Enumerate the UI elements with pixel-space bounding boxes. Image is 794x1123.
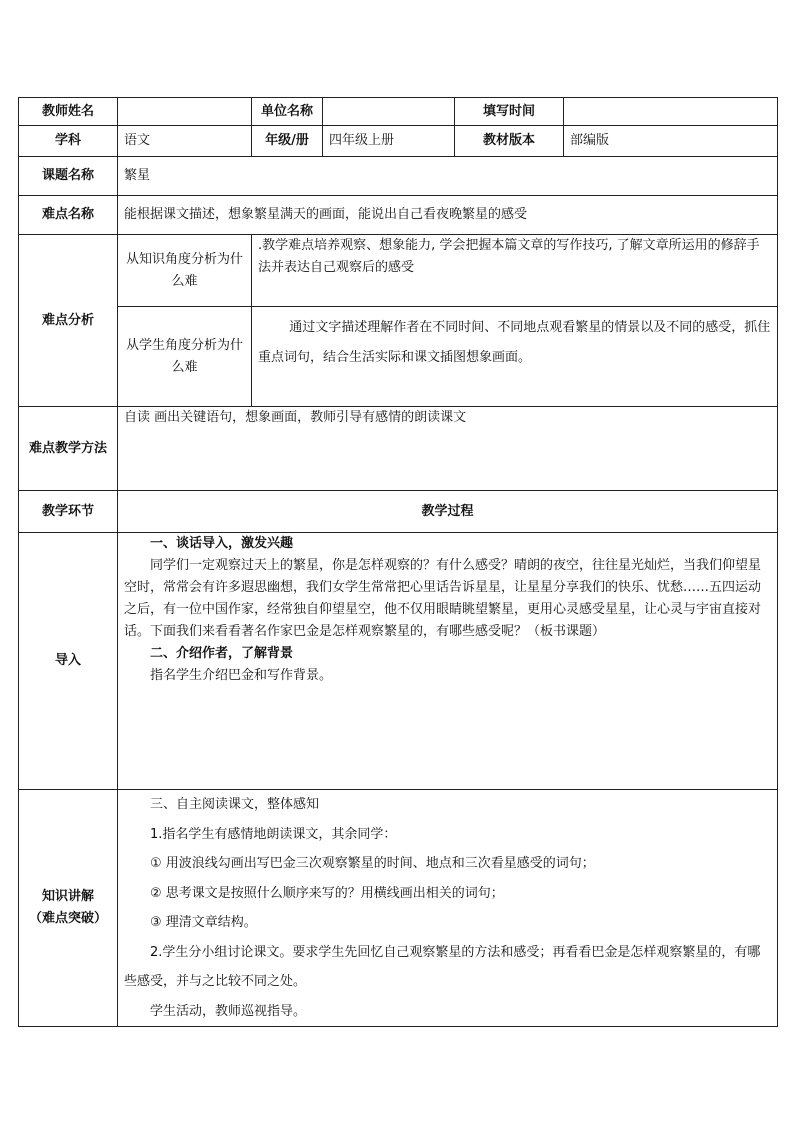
teacher-name-value (118, 98, 252, 126)
intro-label: 导入 (19, 533, 118, 790)
knowledge-subitem-3: ③ 理清文章结构。 (150, 915, 257, 930)
difficulty-row (19, 196, 778, 235)
knowledge-heading: 三、自主阅读课文，整体感知 (150, 797, 320, 812)
header-row-subject (19, 126, 778, 157)
analysis-student-row (19, 307, 778, 407)
lesson-plan-table (18, 97, 778, 1027)
unit-name-value (323, 98, 455, 126)
intro-paragraph-1: 同学们一定观察过天上的繁星，你是怎样观察的？有什么感受？晴朗的夜空，往往星光灿烂，当我们仰望星空时，常常会有许多遐思幽想，我们女学生常常把心里话告诉星星，让星星分享我们的快乐、忧愁……五四运动之后，有一位中国作家，经常独自仰望星空，他不仅用眼睛眺望繁星，更用心灵感受星星，让心灵与宇宙直接对话。下面我们来看看著名作家巴金是怎样观察繁星的，有哪些感受呢？（板书课题） (124, 558, 762, 639)
fill-date-value (564, 98, 778, 126)
lesson-title-label: 课题名称 (19, 157, 118, 196)
subject-label: 学科 (19, 126, 118, 157)
method-label: 难点教学方法 (19, 407, 118, 491)
knowledge-label-line-2: （难点突破） (28, 911, 107, 926)
edition-label: 教材版本 (455, 126, 564, 157)
analysis-label: 难点分析 (19, 235, 118, 407)
difficulty-value: 能根据课文描述，想象繁星满天的画面，能说出自己看夜晚繁星的感受 (118, 196, 778, 235)
knowledge-closing: 学生活动，教师巡视指导。 (150, 1003, 307, 1019)
difficulty-label: 难点名称 (19, 196, 118, 235)
method-text: 自读 画出关键语句，想象画面，教师引导有感情的朗读课文 (118, 407, 778, 491)
grade-value: 四年级上册 (323, 126, 455, 157)
knowledge-angle-label: 从知识角度分析为什么难 (118, 235, 252, 307)
knowledge-angle-paragraph: .教学难点培养观察、想象能力, 学会把握本篇文章的写作技巧, 了解文章所运用的修辞手法并表达自己观察后的感受 (258, 238, 760, 275)
knowledge-item-1: 1.指名学生有感情地朗读课文，其余同学： (150, 826, 397, 842)
header-row-teacher (19, 98, 778, 126)
intro-row (19, 533, 778, 790)
intro-heading-2: 二、介绍作者，了解背景 (150, 646, 294, 661)
subject-value: 语文 (118, 126, 252, 157)
student-angle-paragraph: 通过文字描述理解作者在不同时间、不同地点观看繁星的情景以及不同的感受，抓住重点词句，结合生活实际和课文插图想象画面。 (258, 320, 771, 365)
grade-label: 年级/册 (252, 126, 323, 157)
knowledge-label-line-1: 知识讲解 (41, 889, 94, 904)
knowledge-subitem-1: ① 用波浪线勾画出写巴金三次观察繁星的时间、地点和三次看星感受的词句； (150, 856, 595, 871)
lesson-title-row (19, 157, 778, 196)
analysis-knowledge-row (19, 235, 778, 307)
fill-date-label: 填写时间 (455, 98, 564, 126)
student-angle-label: 从学生角度分析为什么难 (118, 307, 252, 407)
unit-name-label: 单位名称 (252, 98, 323, 126)
method-row (19, 407, 778, 491)
knowledge-item-2: 2.学生分小组讨论课文。要求学生先回忆自己观察繁星的方法和感受；再看看巴金是怎样观察繁星的，有哪些感受，并与之比较不同之处。 (124, 944, 761, 989)
lesson-title-value: 繁星 (118, 157, 778, 196)
knowledge-angle-text (252, 235, 778, 307)
intro-content (118, 533, 778, 790)
knowledge-subitem-2: ② 思考课文是按照什么顺序来写的？用横线画出相关的词句； (150, 885, 504, 901)
intro-heading-1: 一、谈话导入，激发兴趣 (150, 536, 294, 551)
knowledge-row (19, 790, 778, 1027)
knowledge-label (19, 790, 118, 1027)
stage-label: 教学环节 (19, 491, 118, 533)
process-header-row (19, 491, 778, 533)
edition-value: 部编版 (564, 126, 778, 157)
process-label: 教学过程 (118, 491, 778, 533)
student-angle-text (252, 307, 778, 407)
knowledge-content (118, 790, 778, 1027)
teacher-name-label: 教师姓名 (19, 98, 118, 126)
intro-paragraph-2: 指名学生介绍巴金和写作背景。 (150, 668, 333, 683)
